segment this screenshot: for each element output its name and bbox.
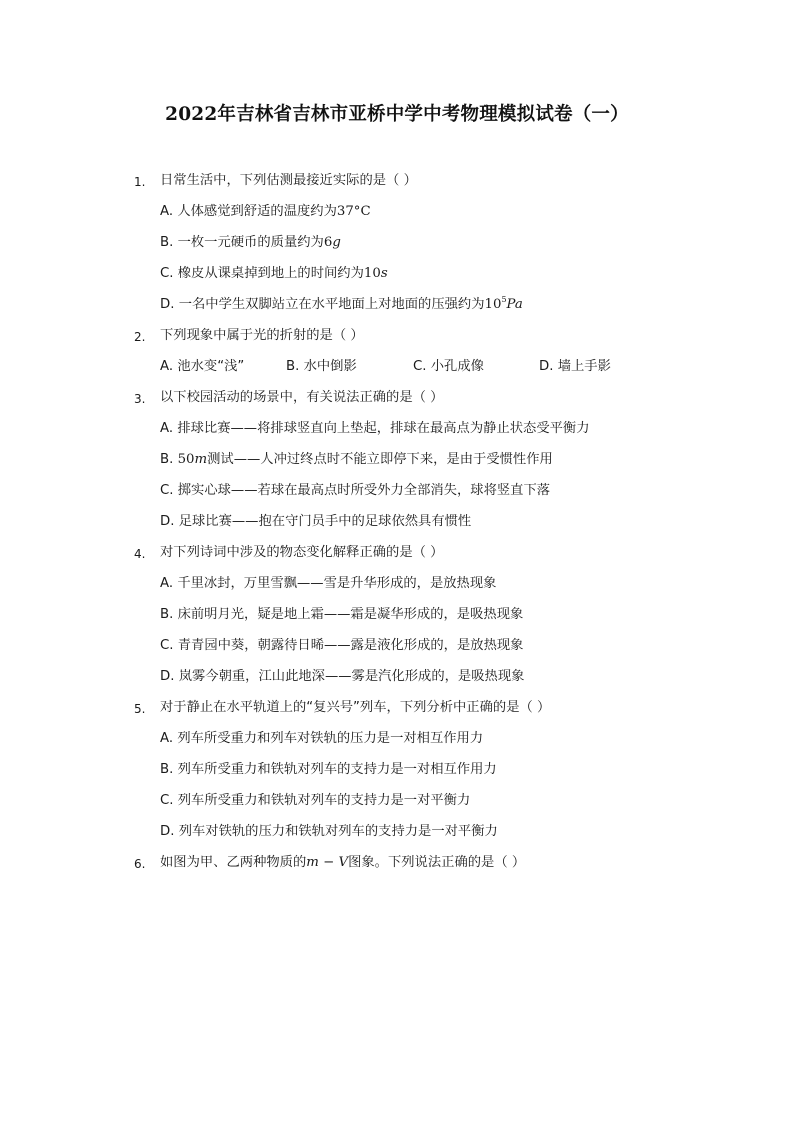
pressure-exponent: 5 bbox=[501, 295, 507, 304]
option-b: B. 床前明月光，疑是地上霜——霜是凝华形成的，是吸热现象 bbox=[160, 607, 524, 622]
option-d: D. 岚雾今朝重，江山此地深——雾是汽化形成的，是吸热现象 bbox=[160, 669, 525, 684]
question-list bbox=[0, 171, 794, 884]
option-d bbox=[0, 295, 794, 326]
question-number: 3. bbox=[134, 392, 146, 406]
distance-unit: m bbox=[194, 452, 208, 467]
question-stem: 对下列诗词中涉及的物态变化解释正确的是（ ） bbox=[160, 545, 444, 560]
option-c: C. 掷实心球——若球在最高点时所受外力全部消失，球将竖直下落 bbox=[160, 483, 551, 498]
question-1 bbox=[0, 171, 794, 202]
question-stem: 如图为甲、乙两种物质的m − V图象。下列说法正确的是（ ） bbox=[160, 855, 526, 870]
option-b: B. 水中倒影 bbox=[286, 359, 357, 374]
option-c: C. 小孔成像 bbox=[413, 359, 484, 374]
time-unit: s bbox=[380, 266, 388, 281]
temperature-value: 37°C bbox=[336, 204, 371, 219]
option-text: D. 一名中学生双脚站立在水平地面上对地面的压强约为 bbox=[160, 297, 485, 312]
option-a: A. 池水变“浅” bbox=[160, 359, 245, 374]
question-3 bbox=[0, 388, 794, 419]
option-c bbox=[0, 264, 794, 295]
option-c: C. 列车所受重力和铁轨对列车的支持力是一对平衡力 bbox=[160, 793, 471, 808]
option-a: A. 排球比赛——将排球竖直向上垫起，排球在最高点为静止状态受平衡力 bbox=[160, 421, 590, 436]
mass-number: 6 bbox=[323, 235, 333, 250]
option-d: D. 墙上手影 bbox=[539, 359, 611, 374]
question-stem: 以下校园活动的场景中，有关说法正确的是（ ） bbox=[160, 390, 444, 405]
question-5 bbox=[0, 698, 794, 729]
option-a: A. 千里冰封，万里雪飘——雪是升华形成的，是放热现象 bbox=[160, 576, 497, 591]
question-stem: 日常生活中，下列估测最接近实际的是（ ） bbox=[160, 173, 417, 188]
question-number: 4. bbox=[134, 547, 146, 561]
option-text: B. 一枚一元硬币的质量约为 bbox=[160, 235, 324, 250]
question-2 bbox=[0, 326, 794, 357]
option-a bbox=[0, 202, 794, 233]
question-number: 5. bbox=[134, 702, 146, 716]
option-b bbox=[0, 450, 794, 481]
option-c: C. 青青园中葵，朝露待日晞——露是液化形成的，是放热现象 bbox=[160, 638, 524, 653]
question-number: 6. bbox=[134, 857, 146, 871]
question-4 bbox=[0, 543, 794, 574]
distance-number: 50 bbox=[177, 452, 195, 467]
option-text: 测试——人冲过终点时不能立即停下来，是由于受惯性作用 bbox=[207, 452, 553, 467]
option-b bbox=[0, 233, 794, 264]
option-text: C. 橡皮从课桌掉到地上的时间约为 bbox=[160, 266, 364, 281]
question-stem: 下列现象中属于光的折射的是（ ） bbox=[160, 328, 364, 343]
option-text: A. 人体感觉到舒适的温度约为 bbox=[160, 204, 337, 219]
mass-unit: g bbox=[332, 235, 341, 250]
option-d: D. 足球比赛——抱在守门员手中的足球依然具有惯性 bbox=[160, 514, 472, 529]
math-expression: m − V bbox=[306, 855, 349, 870]
option-b: B. 列车所受重力和铁轨对列车的支持力是一对相互作用力 bbox=[160, 762, 497, 777]
question-number: 2. bbox=[134, 330, 146, 344]
question-stem: 对于静止在水平轨道上的“复兴号”列车，下列分析中正确的是（ ） bbox=[160, 700, 551, 715]
option-a: A. 列车所受重力和列车对铁轨的压力是一对相互作用力 bbox=[160, 731, 484, 746]
option-d: D. 列车对铁轨的压力和铁轨对列车的支持力是一对平衡力 bbox=[160, 824, 498, 839]
option-row bbox=[0, 357, 794, 388]
time-number: 10 bbox=[363, 266, 381, 281]
option-label: B. bbox=[160, 452, 178, 467]
question-6 bbox=[0, 853, 794, 884]
question-number: 1. bbox=[134, 175, 146, 189]
pressure-base: 10 bbox=[484, 297, 502, 312]
pressure-unit: Pa bbox=[506, 297, 523, 312]
exam-title: 2022年吉林省吉林市亚桥中学中考物理模拟试卷（一） bbox=[165, 104, 629, 125]
